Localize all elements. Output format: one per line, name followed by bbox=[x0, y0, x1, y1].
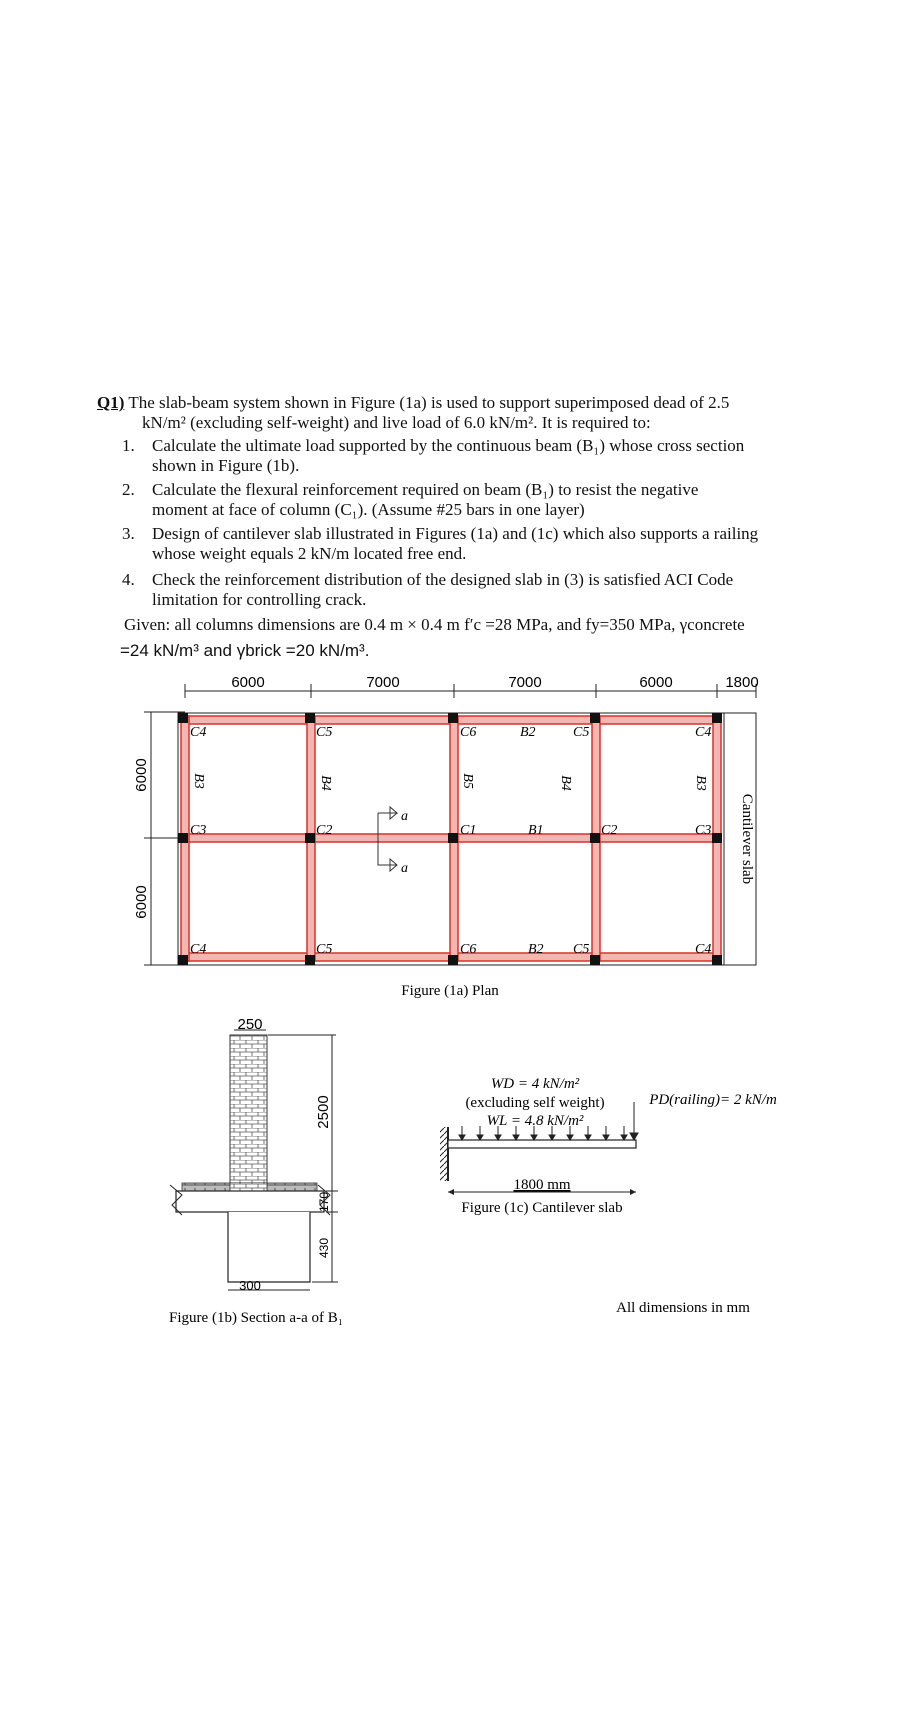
cantilever-railing-load: PD(railing)= 2 kN/m bbox=[649, 1092, 777, 1108]
col-label-bot-1: C4 bbox=[190, 942, 207, 957]
given-line-1: Given: all columns dimensions are 0.4 m × 0.4 m f′c =28 MPa, and fy=350 MPa, γconcrete bbox=[124, 615, 745, 634]
plan-dim-left-2: 6000 bbox=[133, 885, 150, 919]
cantilever-span: 1800 mm bbox=[513, 1177, 571, 1193]
item-1-number: 1. bbox=[122, 436, 135, 455]
given-line-2: =24 kN/m³ and γbrick =20 kN/m³. bbox=[120, 641, 370, 660]
cantilever-excluding: (excluding self weight) bbox=[465, 1095, 605, 1111]
item-2-number: 2. bbox=[122, 480, 135, 499]
question-intro-2: kN/m² (excluding self-weight) and live load of 6.0 kN/m². It is required to: bbox=[142, 413, 651, 432]
question-intro-1: The slab-beam system shown in Figure (1a) is used to support superimposed dead of 2.5 bbox=[124, 393, 730, 412]
cantilever-caption: Figure (1c) Cantilever slab bbox=[461, 1200, 623, 1216]
section-mark-top: a bbox=[401, 809, 408, 824]
section-dim-430: 430 bbox=[317, 1237, 331, 1259]
section-dim-250: 250 bbox=[237, 1016, 263, 1033]
plan-dim-top-1: 6000 bbox=[231, 674, 265, 691]
item-1-line-2: shown in Figure (1b). bbox=[152, 456, 300, 475]
beam-label-v-4: B4 bbox=[558, 775, 573, 791]
col-label-mid-2: C2 bbox=[316, 823, 333, 838]
item-3-number: 3. bbox=[122, 524, 135, 543]
col-label-bot-5: C4 bbox=[695, 942, 712, 957]
dimensions-note: All dimensions in mm bbox=[616, 1300, 750, 1316]
plan-dim-top-4: 6000 bbox=[639, 674, 673, 691]
col-label-bot-4: C5 bbox=[573, 942, 590, 957]
col-label-bot-2: C5 bbox=[316, 942, 333, 957]
cantilever-wl: WL = 4.8 kN/m² bbox=[486, 1113, 584, 1129]
col-label-top-5: C4 bbox=[695, 725, 712, 740]
col-label-top-4: C5 bbox=[573, 725, 590, 740]
section-drawing bbox=[170, 1030, 338, 1290]
plan-caption: Figure (1a) Plan bbox=[401, 983, 499, 999]
item-3-line-1: Design of cantilever slab illustrated in Figures (1a) and (1c) which also supports a railing bbox=[152, 524, 759, 543]
beam-label-v-5: B3 bbox=[693, 775, 708, 791]
plan-dim-top-2: 7000 bbox=[366, 674, 400, 691]
col-label-mid-4: C2 bbox=[601, 823, 618, 838]
beam-label-bot-b2: B2 bbox=[528, 942, 544, 957]
col-label-top-3: C6 bbox=[460, 725, 477, 740]
section-dim-170: 170 bbox=[317, 1191, 331, 1213]
section-caption: Figure (1b) Section a-a of B₁ bbox=[169, 1310, 343, 1326]
item-4-line-2: limitation for controlling crack. bbox=[152, 590, 367, 609]
col-label-top-2: C5 bbox=[316, 725, 333, 740]
plan-dim-top-5: 1800 bbox=[725, 674, 759, 691]
item-2-line-2: moment at face of column (C₁). (Assume #25 bars in one layer) bbox=[152, 500, 585, 519]
col-label-mid-3: C1 bbox=[460, 823, 477, 838]
beam-label-v-1: B3 bbox=[191, 773, 206, 789]
item-3-line-2: whose weight equals 2 kN/m located free end. bbox=[152, 544, 467, 563]
item-4-line-1: Check the reinforcement distribution of the designed slab in (3) is satisfied ACI Code bbox=[152, 570, 734, 589]
item-2-line-1: Calculate the flexural reinforcement required on beam (B₁) to resist the negative bbox=[152, 480, 699, 499]
cantilever-wd: WD = 4 kN/m² bbox=[490, 1076, 580, 1092]
cantilever-slab-label: Cantilever slab bbox=[739, 793, 755, 885]
item-1-line-1: Calculate the ultimate load supported by the continuous beam (B₁) whose cross section bbox=[152, 436, 745, 455]
plan-dim-top-3: 7000 bbox=[508, 674, 542, 691]
item-4-number: 4. bbox=[122, 570, 135, 589]
section-dim-2500: 2500 bbox=[315, 1095, 332, 1129]
beam-label-v-2: B4 bbox=[318, 775, 333, 791]
question-label: Q1) bbox=[97, 393, 125, 412]
col-label-bot-3: C6 bbox=[460, 942, 477, 957]
plan-dim-left-1: 6000 bbox=[133, 758, 150, 792]
beam-label-top-b2: B2 bbox=[520, 725, 536, 740]
beam-label-v-3: B5 bbox=[460, 773, 475, 789]
beam-label-mid-b1: B1 bbox=[528, 823, 544, 838]
col-label-top-1: C4 bbox=[190, 725, 207, 740]
col-label-mid-5: C3 bbox=[695, 823, 712, 838]
col-label-mid-1: C3 bbox=[190, 823, 207, 838]
section-dim-300: 300 bbox=[239, 1278, 261, 1293]
section-mark-bottom: a bbox=[401, 861, 408, 876]
